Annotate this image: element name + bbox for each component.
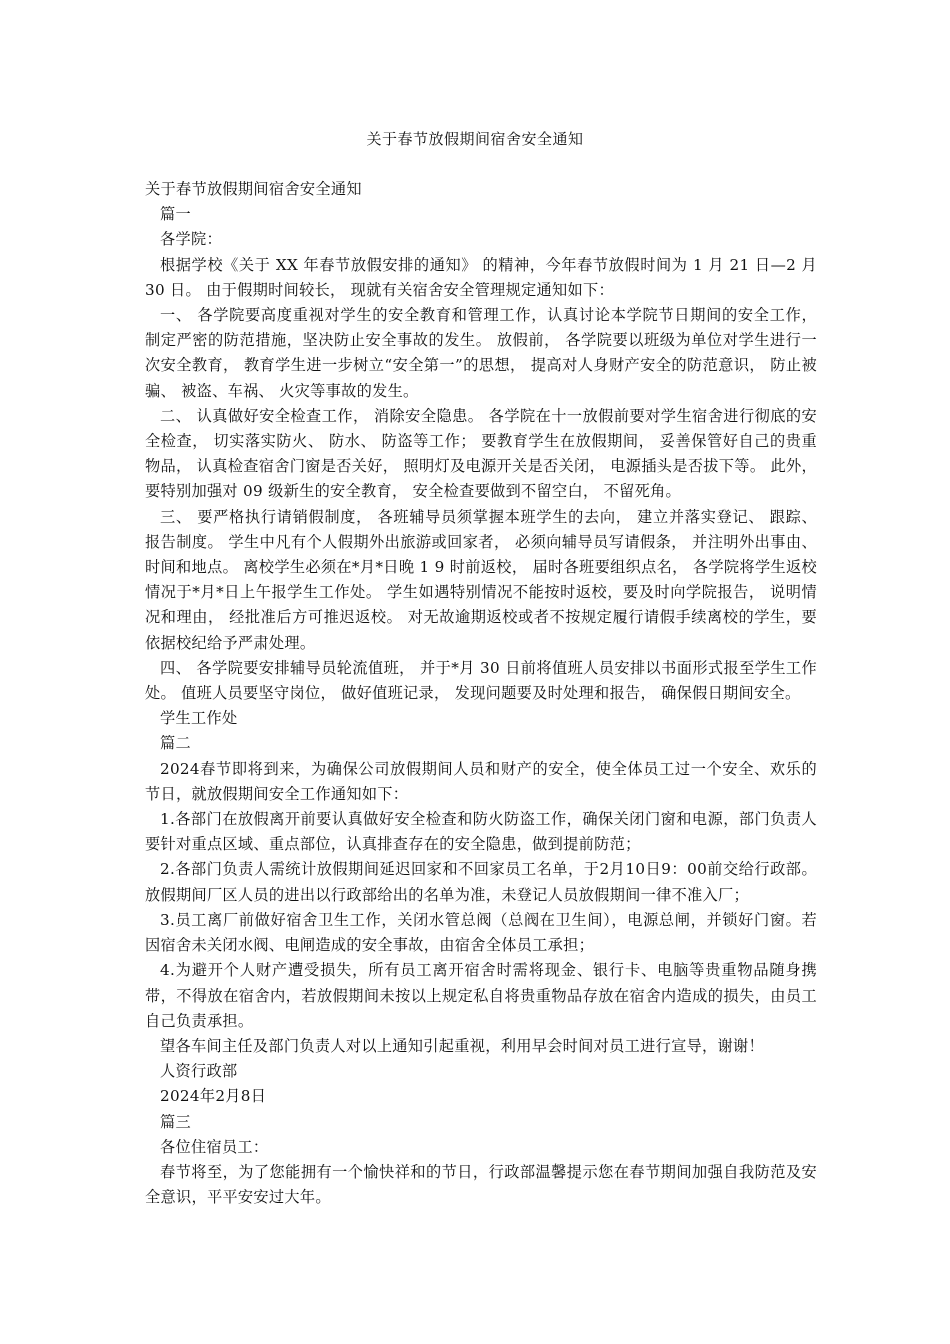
list-item: 1.各部门在放假离开前要认真做好安全检查和防火防盗工作，确保关闭门窗和电源，部门负责人要针对重点区域、重点部位，认真排查存在的安全隐患，做到提前防范； bbox=[145, 810, 817, 854]
document-body bbox=[145, 177, 817, 1210]
paragraph: 一、 各学院要高度重视对学生的安全教育和管理工作，认真讨论本学院节日期间的安全工作， 制定严密的防范措施，坚决防止安全事故的发生。 放假前， 各学院要以班级为单位对学生进行一次安全教育， 教育学生进一步树立“安全第一”的思想， 提高对人身财产安全的防范意识， 防止被骗、 被盗、车祸、 火灾等事故的发生。 bbox=[145, 306, 817, 400]
salutation: 各位住宿员工： bbox=[160, 1137, 269, 1156]
salutation: 各学院： bbox=[160, 230, 222, 249]
list-item: 3.员工离厂前做好宿舍卫生工作，关闭水管总阀（总阀在卫生间），电源总闸，并锁好门窗。若因宿舍未关闭水阀、电闸造成的安全事故，由宿舍全体员工承担； bbox=[145, 910, 817, 955]
section-heading-3: 篇三 bbox=[160, 1112, 191, 1131]
paragraph: 春节将至，为了您能拥有一个愉快祥和的节日，行政部温馨提示您在春节期间加强自我防范及安全意识，平平安安过大年。 bbox=[145, 1162, 817, 1207]
paragraph: 2024春节即将到来，为确保公司放假期间人员和财产的安全，使全体员工过一个安全、欢乐的节日，就放假期间安全工作通知如下： bbox=[145, 759, 817, 803]
signature: 学生工作处 bbox=[160, 709, 238, 728]
paragraph: 根据学校《关于 XX 年春节放假安排的通知》 的精神，今年春节放假时间为 1 月 21 日—2 月 30 日。 由于假期时间较长， 现就有关宿舍安全管理规定通知如下： bbox=[145, 255, 817, 299]
signature: 人资行政部 bbox=[160, 1062, 238, 1081]
list-item: 4.为避开个人财产遭受损失，所有员工离开宿舍时需将现金、银行卡、电脑等贵重物品随身携带，不得放在宿舍内，若放假期间未按以上规定私自将贵重物品存放在宿舍内造成的损失，由员工自己负责承担。 bbox=[145, 961, 817, 1030]
paragraph: 三、 要严格执行请销假制度， 各班辅导员须掌握本班学生的去向， 建立并落实登记、 跟踪、 报告制度。 学生中凡有个人假期外出旅游或回家者， 必须向辅导员写请假条， 并注明外出事由、 时间和地点。 离校学生必须在*月*日晚 1 9 时前返校， 届时各班要组织点名， 各学院将学生返校情况于*月*日上午报学生工作处。 学生如遇特别情况不能按时返校，要及时向学院报告， 说明情况和理由， 经批准后方可推迟返校。 对无故逾期返校或者不按规定履行请假手续离校的学生，要依据校纪给予严肃处理。 bbox=[145, 507, 817, 652]
section-heading-2: 篇二 bbox=[160, 734, 191, 753]
paragraph: 二、 认真做好安全检查工作， 消除安全隐患。 各学院在十一放假前要对学生宿舍进行彻底的安全检查， 切实落实防火、 防水、 防盗等工作； 要教育学生在放假期间， 妥善保管好自己的贵重物品， 认真检查宿舍门窗是否关好， 照明灯及电源开关是否关闭， 电源插头是否拔下等。 此外， 要特别加强对 09 级新生的安全教育， 安全检查要做到不留空白， 不留死角。 bbox=[145, 406, 817, 501]
section-heading-1: 篇一 bbox=[160, 205, 191, 224]
date: 2024年2月8日 bbox=[160, 1087, 267, 1106]
paragraph: 四、 各学院要安排辅导员轮流值班， 并于*月 30 日前将值班人员安排以书面形式报至学生工作处。 值班人员要坚守岗位， 做好值班记录， 发现问题要及时处理和报告， 确保假日期间安全。 bbox=[145, 658, 817, 703]
paragraph: 望各车间主任及部门负责人对以上通知引起重视，利用早会时间对员工进行宣导，谢谢！ bbox=[160, 1036, 765, 1055]
document-subtitle: 关于春节放假期间宿舍安全通知 bbox=[145, 180, 362, 198]
document-title: 关于春节放假期间宿舍安全通知 bbox=[366, 130, 584, 148]
list-item: 2.各部门负责人需统计放假期间延迟回家和不回家员工名单，于2月10日9：00前交给行政部。放假期间厂区人员的进出以行政部给出的名单为准，未登记人员放假期间一律不准入厂； bbox=[145, 860, 817, 904]
